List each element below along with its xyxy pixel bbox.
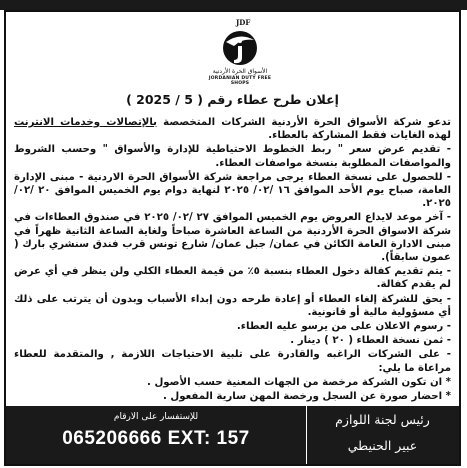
signatory-block bbox=[306, 406, 459, 464]
clause-obtain-copy: - للحصول على نسخة العطاء يرجى مراجعة شركة الأسواق الحرة الاردنية - مبنى الإدارة العامة، صباح يوم الأحد الموافق ١٦ /٠٢/ ٢٠٢٥ لنهاية دوام يوم الخميس الموافق ٢٠ /٠٢/ ٢٠٢٥. bbox=[14, 171, 451, 210]
clause-copy-price: - ثمن نسخة العطاء ( ٢٠ ) دينار . bbox=[290, 335, 451, 347]
signatory-name: عبير الحنيطي bbox=[347, 438, 418, 453]
clause-price-quote: - تقديم عرض سعر " ربط الخطوط الاحتياطية للإدارة والأسواق " وحسب الشروط والمواصفات المطلوبة بنسخة مواصفات العطاء. bbox=[14, 144, 451, 169]
contact-block bbox=[6, 406, 307, 464]
footer-bar bbox=[6, 406, 459, 464]
top-strip bbox=[0, 0, 467, 10]
logo-english: JORDANIAN DUTY FREE SHOPS bbox=[208, 76, 272, 86]
tender-body bbox=[14, 116, 451, 404]
underlined-phrase: بالإتصالات وخدمات الانترنت bbox=[14, 117, 158, 128]
clause-cancel-right: - يحق للشركة إلغاء العطاء أو إعادة طرحه دون إبداء الأسباب وبدون أن يترتب على ذلك أي مسؤولية مالية أو قانونية. bbox=[14, 293, 451, 318]
jdf-emblem-icon bbox=[212, 28, 268, 68]
logo-mark: JDF bbox=[236, 18, 251, 27]
inquiry-label: للإستفسار على الارقام bbox=[113, 412, 199, 422]
clause-guarantee: - يتم تقديم كفالة دخول العطاء بنسبة ٥٪ من قيمة العطاء الكلي ولن ينظر في أي عرض لم يقدم كفالة. bbox=[14, 266, 452, 291]
phone-number: 065206666 EXT: 157 bbox=[62, 428, 250, 449]
requirement-license: * ان تكون الشركة مرخصة من الجهات المعنية حسب الأصول . bbox=[147, 376, 451, 388]
clause-requirements: - على الشركات الراغبه والقادرة على تلبية الاحتياجات اللازمة , والمتقدمة للعطاء مراعاة ما يلي: bbox=[14, 349, 451, 374]
requirement-registry: * احضار صورة عن السجل ورخصة المهن سارية المفعول . bbox=[162, 391, 451, 403]
tender-title: إعلان طرح عطاء رقم ( 5 / 2025 ) bbox=[126, 92, 339, 107]
signatory-role: رئيس لجنة اللوازم bbox=[335, 412, 430, 427]
clause-deadline: - آخر موعد لايداع العروض يوم الخميس الموافق ٢٧ /٠٢/ ٢٠٢٥ في صندوق العطاءات في شركة الاسواق الحرة الأردنية من الساعة العاشرة صباحاً ولغاية الساعة الثانية ظهراً في مبنى الادارة العامة الكائن في عمان/ جبل عمان/ شارع تونس قرب فندق سنشري بارك ( عمون سابقاً). bbox=[14, 212, 451, 264]
intro-paragraph: تدعو شركة الأسواق الحرة الأردنية الشركات المتخصصة بالإتصالات وخدمات الانترنت لهذه الغايات فقط المشاركة بالعطاء. bbox=[14, 117, 451, 142]
company-logo bbox=[202, 18, 278, 90]
logo-arabic: الأسواق الحرة الأردنية bbox=[212, 68, 268, 75]
tender-announcement bbox=[4, 10, 461, 466]
clause-ad-fees: - رسوم الاعلان على من يرسو عليه العطاء. bbox=[236, 321, 451, 333]
